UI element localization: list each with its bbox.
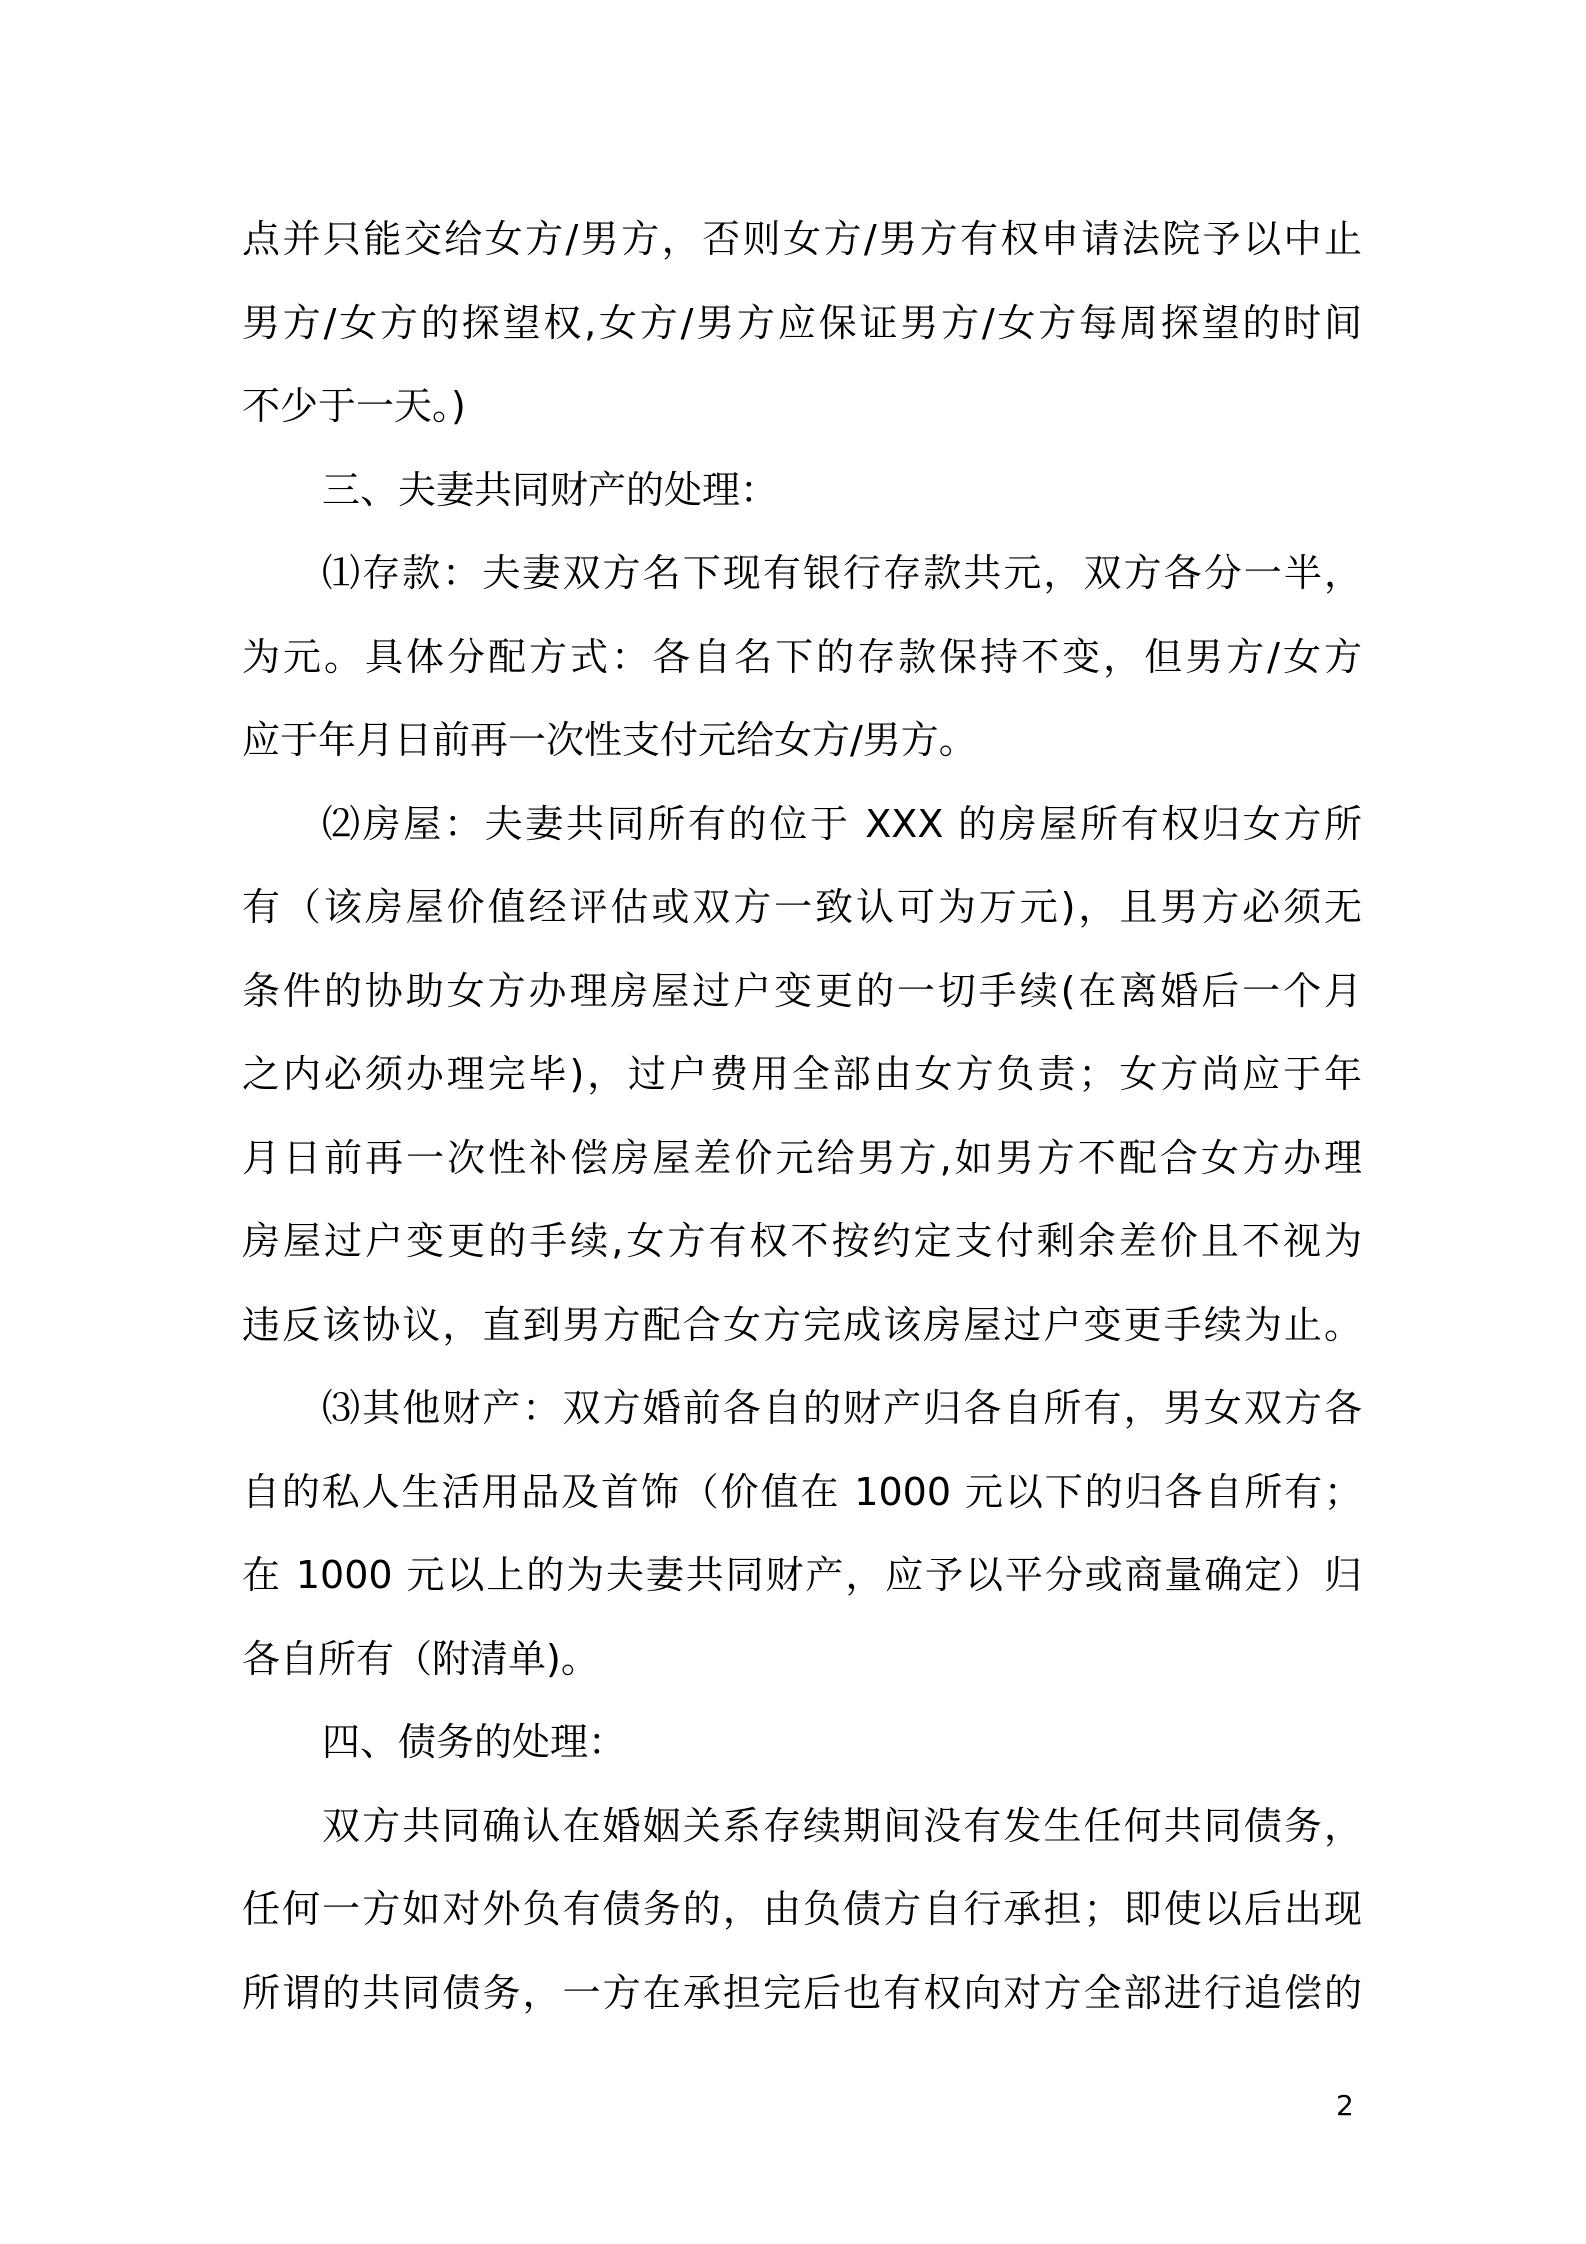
- text-line: 违反该协议，直到男方配合女方完成该房屋过户变更手续为止。: [242, 1302, 1362, 1347]
- text-line: 房屋过户变更的手续,女方有权不按约定支付剩余差价且不视为: [242, 1219, 1362, 1263]
- text-line: 男方/女方的探望权,女方/男方应保证男方/女方每周探望的时间: [242, 300, 1362, 345]
- text-line: 任何一方如对外负有债务的，由负债方自行承担；即使以后出现: [242, 1887, 1362, 1931]
- text-line: 为元。具体分配方式：各自名下的存款保持不变，但男方/女方: [242, 634, 1362, 679]
- text-line: ⑵房屋：夫妻共同所有的位于 XXX 的房屋所有权归女方所: [322, 801, 1362, 846]
- section-heading-3: 三、夫妻共同财产的处理：: [322, 467, 779, 512]
- text-line: 点并只能交给女方/男方，否则女方/男方有权申请法院予以中止: [242, 217, 1362, 261]
- text-line: 应于年月日前再一次性支付元给女方/男方。: [242, 718, 977, 762]
- page-number: 2: [1336, 2089, 1354, 2122]
- section-heading-4: 四、债务的处理：: [322, 1720, 627, 1764]
- text-line: 之内必须办理完毕)，过户费用全部由女方负责；女方尚应于年: [242, 1052, 1362, 1096]
- text-line: 所谓的共同债务，一方在承担完后也有权向对方全部进行追偿的: [242, 1970, 1362, 2015]
- text-line: ⑶其他财产：双方婚前各自的财产归各自所有，男女双方各: [322, 1386, 1362, 1430]
- text-line: 双方共同确认在婚姻关系存续期间没有发生任何共同债务，: [322, 1803, 1362, 1848]
- text-line: 各自所有（附清单)。: [242, 1636, 599, 1681]
- text-line: 在 1000 元以上的为夫妻共同财产，应予以平分或商量确定）归: [242, 1553, 1362, 1597]
- text-line: 不少于一天。): [242, 384, 466, 428]
- text-line: 有（该房屋价值经评估或双方一致认可为万元)，且男方必须无: [242, 885, 1362, 929]
- text-line: 条件的协助女方办理房屋过户变更的一切手续(在离婚后一个月: [242, 968, 1362, 1013]
- text-line: ⑴存款：夫妻双方名下现有银行存款共元，双方各分一半，: [322, 551, 1362, 595]
- body-text: [242, 198, 1362, 2035]
- text-line: 月日前再一次性补偿房屋差价元给男方,如男方不配合女方办理: [242, 1135, 1362, 1180]
- text-line: 自的私人生活用品及首饰（价值在 1000 元以下的归各自所有；: [242, 1469, 1362, 1514]
